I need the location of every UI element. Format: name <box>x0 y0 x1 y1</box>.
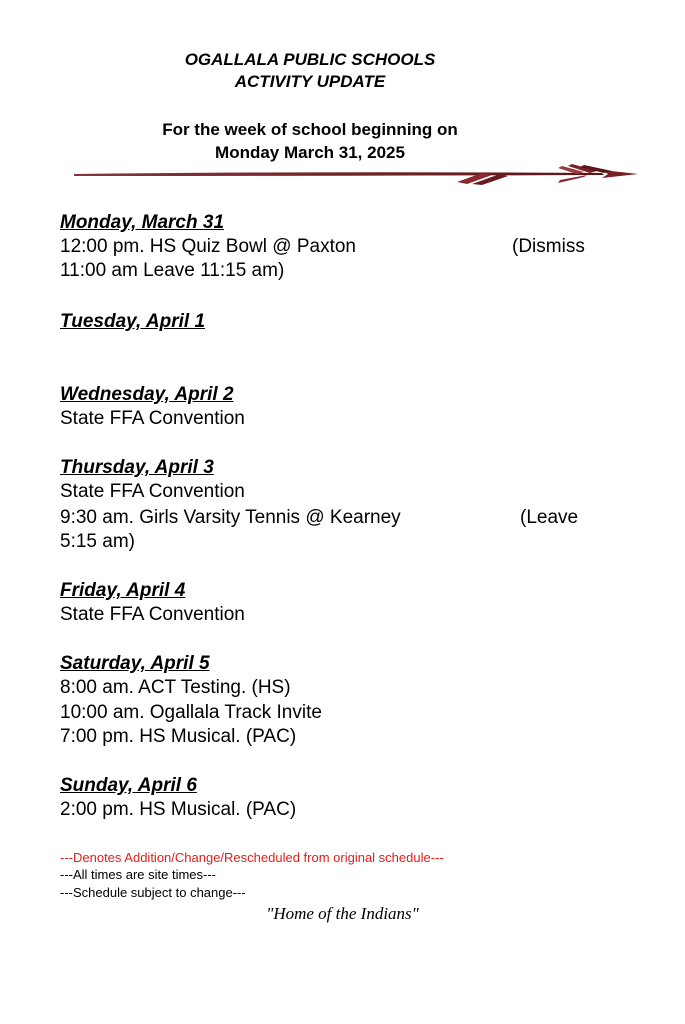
day-heading-wednesday: Wednesday, April 2 <box>60 384 234 405</box>
week-date: Monday March 31, 2025 <box>215 143 405 162</box>
week-intro: For the week of school beginning on <box>162 120 458 139</box>
event-saturday-act: 8:00 am. ACT Testing. (HS) <box>60 677 291 698</box>
event-monday-leave: 11:00 am Leave 11:15 am) <box>60 260 285 281</box>
note-site-times: ---All times are site times--- <box>60 867 217 882</box>
event-sunday-musical: 2:00 pm. HS Musical. (PAC) <box>60 799 297 820</box>
event-saturday-track: 10:00 am. Ogallala Track Invite <box>60 702 322 723</box>
day-heading-tuesday: Tuesday, April 1 <box>60 311 206 332</box>
event-thursday-tennis: 9:30 am. Girls Varsity Tennis @ Kearney <box>60 507 401 528</box>
event-friday-ffa: State FFA Convention <box>60 604 245 625</box>
document-title: ACTIVITY UPDATE <box>234 72 386 91</box>
event-thursday-leave: (Leave <box>520 507 579 528</box>
district-title: OGALLALA PUBLIC SCHOOLS <box>184 50 436 69</box>
day-heading-saturday: Saturday, April 5 <box>60 653 210 674</box>
event-thursday-leave-time: 5:15 am) <box>60 531 135 552</box>
arrow-divider-icon <box>72 162 642 188</box>
day-heading-thursday: Thursday, April 3 <box>60 457 214 478</box>
day-heading-friday: Friday, April 4 <box>60 580 186 601</box>
event-saturday-musical: 7:00 pm. HS Musical. (PAC) <box>60 726 297 747</box>
note-changes: ---Denotes Addition/Change/Rescheduled from original schedule--- <box>60 850 444 865</box>
event-monday-quiz-bowl: 12:00 pm. HS Quiz Bowl @ Paxton <box>60 236 356 257</box>
day-heading-monday: Monday, March 31 <box>60 212 225 233</box>
note-subject-to-change: ---Schedule subject to change--- <box>60 885 246 900</box>
event-monday-dismiss: (Dismiss <box>512 236 585 257</box>
day-heading-sunday: Sunday, April 6 <box>60 775 197 796</box>
event-wednesday-ffa: State FFA Convention <box>60 408 245 429</box>
school-motto: "Home of the Indians" <box>266 904 419 923</box>
event-thursday-ffa: State FFA Convention <box>60 481 245 502</box>
